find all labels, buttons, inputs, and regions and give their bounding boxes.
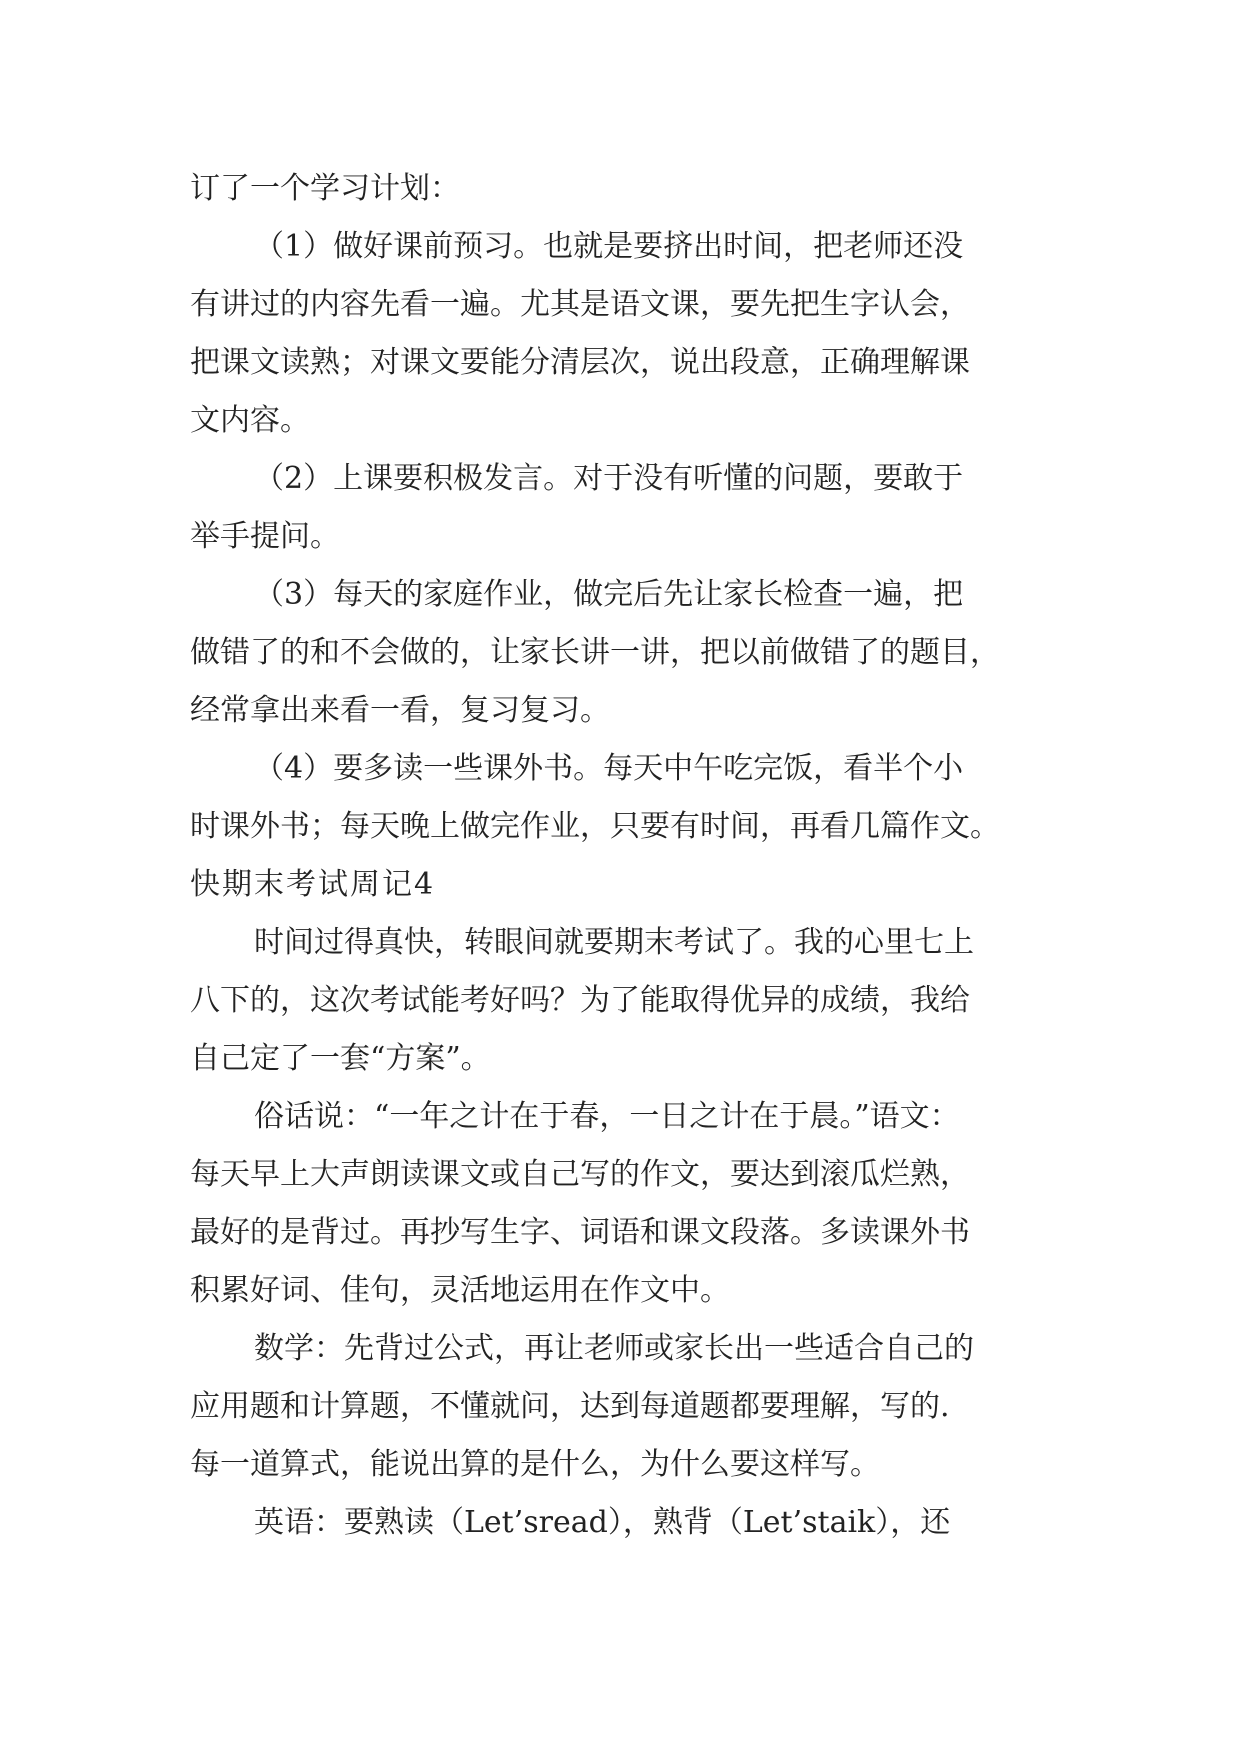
text-line: 最好的是背过。再抄写生字、词语和课文段落。多读课外书 (190, 1215, 970, 1250)
text-line: 八下的，这次考试能考好吗？为了能取得优异的成绩，我给 (190, 983, 970, 1018)
text-line: 应用题和计算题，不懂就问，达到每道题都要理解，写的. (190, 1389, 950, 1424)
paragraph-line: 数学：先背过公式，再让老师或家长出一些适合自己的 (254, 1331, 974, 1366)
text-line: 做错了的和不会做的，让家长讲一讲，把以前做错了的题目， (190, 635, 1000, 670)
paragraph-line-item-3: （3）每天的家庭作业，做完后先让家长检查一遍，把 (254, 577, 964, 612)
text-line: 有讲过的内容先看一遍。尤其是语文课，要先把生字认会， (190, 287, 970, 322)
text-line: 时课外书；每天晚上做完作业，只要有时间，再看几篇作文。 (190, 809, 1000, 844)
paragraph-line-item-1: （1）做好课前预习。也就是要挤出时间，把老师还没 (254, 229, 964, 264)
text-line: 每天早上大声朗读课文或自己写的作文，要达到滚瓜烂熟， (190, 1157, 970, 1192)
paragraph-line-item-2: （2）上课要积极发言。对于没有听懂的问题，要敢于 (254, 461, 964, 496)
paragraph-line: 俗话说：“一年之计在于春，一日之计在于晨。”语文： (254, 1099, 960, 1134)
paragraph-line-item-4: （4）要多读一些课外书。每天中午吃完饭，看半个小 (254, 751, 964, 786)
paragraph-line: 时间过得真快，转眼间就要期末考试了。我的心里七上 (254, 925, 974, 960)
text-line: 把课文读熟；对课文要能分清层次，说出段意，正确理解课 (190, 345, 970, 380)
text-line: 订了一个学习计划： (190, 171, 460, 206)
document-body (190, 160, 1070, 1552)
text-line: 举手提问。 (190, 519, 340, 554)
text-line: 文内容。 (190, 403, 310, 438)
text-line: 自己定了一套“方案”。 (190, 1041, 491, 1076)
text-line: 每一道算式，能说出算的是什么，为什么要这样写。 (190, 1447, 880, 1482)
text-line: 经常拿出来看一看，复习复习。 (190, 693, 610, 728)
section-heading: 快期末考试周记4 (190, 867, 436, 902)
text-line: 积累好词、佳句，灵活地运用在作文中。 (190, 1273, 730, 1308)
paragraph-line: 英语：要熟读（Let’sread），熟背（Let’staik），还 (254, 1505, 951, 1540)
